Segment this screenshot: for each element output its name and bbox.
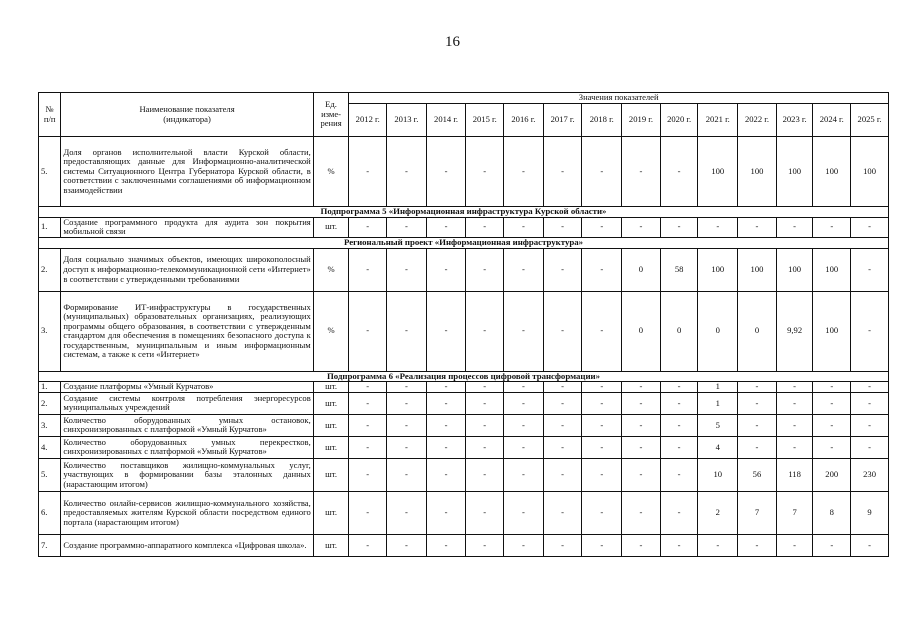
value-cell: - xyxy=(349,217,387,237)
value-cell: - xyxy=(543,248,582,291)
value-cell: - xyxy=(466,382,504,393)
value-cell: - xyxy=(582,491,622,534)
section-title: Подпрограмма 6 «Реализация процессов цифровой трансформации» xyxy=(39,371,889,382)
value-cell: - xyxy=(851,414,889,436)
value-cell: 7 xyxy=(776,491,813,534)
value-cell: 10 xyxy=(698,458,738,491)
value-cell: 100 xyxy=(698,248,738,291)
value-cell: - xyxy=(387,291,427,371)
value-cell: 2 xyxy=(698,491,738,534)
value-cell: - xyxy=(349,248,387,291)
value-cell: - xyxy=(582,291,622,371)
value-cell: 4 xyxy=(698,436,738,458)
value-cell: - xyxy=(387,382,427,393)
value-cell: - xyxy=(813,436,851,458)
value-cell: - xyxy=(426,491,466,534)
value-cell: - xyxy=(543,137,582,207)
unit-cell: % xyxy=(313,291,349,371)
value-cell: 100 xyxy=(698,137,738,207)
value-cell: - xyxy=(582,534,622,556)
value-cell: - xyxy=(466,392,504,414)
value-cell: - xyxy=(582,414,622,436)
value-cell: - xyxy=(466,414,504,436)
row-number: 6. xyxy=(39,491,61,534)
value-cell: - xyxy=(776,534,813,556)
value-cell: - xyxy=(387,137,427,207)
table-row xyxy=(39,248,889,291)
year-header: 2017 г. xyxy=(543,104,582,137)
value-cell: 1 xyxy=(698,382,738,393)
indicator-name: Создание программно-аппаратного комплекса «Цифровая школа». xyxy=(61,534,313,556)
value-cell: - xyxy=(504,382,544,393)
section-header-row xyxy=(39,207,889,218)
table-row xyxy=(39,137,889,207)
value-cell: - xyxy=(738,392,777,414)
value-cell: - xyxy=(349,436,387,458)
value-cell: - xyxy=(543,392,582,414)
value-cell: - xyxy=(660,436,698,458)
value-cell: - xyxy=(622,137,661,207)
section-title: Региональный проект «Информационная инфраструктура» xyxy=(39,237,889,248)
value-cell: - xyxy=(582,137,622,207)
value-cell: - xyxy=(622,217,661,237)
value-cell: 230 xyxy=(851,458,889,491)
year-header: 2012 г. xyxy=(349,104,387,137)
unit-cell: % xyxy=(313,248,349,291)
value-cell: - xyxy=(466,217,504,237)
value-cell: 5 xyxy=(698,414,738,436)
indicators-table xyxy=(38,92,889,557)
year-header: 2022 г. xyxy=(738,104,777,137)
value-cell: - xyxy=(466,137,504,207)
year-header: 2021 г. xyxy=(698,104,738,137)
value-cell: - xyxy=(698,534,738,556)
indicator-name: Доля органов исполнительной власти Курской области, предоставляющих данные для Информационно-аналитической системы Ситуационного Центра Губернатора Курской области, в соответствии с заключенными соглашениями об информационном взаимодействии xyxy=(61,137,313,207)
value-cell: 0 xyxy=(660,291,698,371)
value-cell: - xyxy=(426,414,466,436)
header-name-label: Наименование показателя (индикатора) xyxy=(139,103,235,124)
value-cell: 0 xyxy=(622,291,661,371)
value-cell: - xyxy=(426,382,466,393)
value-cell: - xyxy=(582,248,622,291)
value-cell: - xyxy=(622,392,661,414)
value-cell: - xyxy=(738,414,777,436)
header-num xyxy=(39,93,61,137)
value-cell: - xyxy=(543,217,582,237)
row-number: 7. xyxy=(39,534,61,556)
value-cell: - xyxy=(582,436,622,458)
value-cell: - xyxy=(426,248,466,291)
value-cell: - xyxy=(504,137,544,207)
value-cell: - xyxy=(466,291,504,371)
value-cell: - xyxy=(387,414,427,436)
value-cell: - xyxy=(813,534,851,556)
indicator-name: Создание программного продукта для аудита зон покрытия мобильной связи xyxy=(61,217,313,237)
table-row xyxy=(39,534,889,556)
value-cell: 200 xyxy=(813,458,851,491)
table-row xyxy=(39,436,889,458)
value-cell: - xyxy=(387,458,427,491)
year-header: 2023 г. xyxy=(776,104,813,137)
value-cell: - xyxy=(349,534,387,556)
value-cell: - xyxy=(466,248,504,291)
row-number: 2. xyxy=(39,248,61,291)
value-cell: - xyxy=(813,217,851,237)
value-cell: - xyxy=(387,392,427,414)
value-cell: - xyxy=(776,414,813,436)
value-cell: - xyxy=(349,137,387,207)
value-cell: - xyxy=(426,436,466,458)
row-number: 1. xyxy=(39,217,61,237)
value-cell: - xyxy=(660,217,698,237)
indicator-name: Количество онлайн-сервисов жилищно-коммунального хозяйства, предоставляемых жителям Курской области посредством единого портала (нарастающим итогом) xyxy=(61,491,313,534)
value-cell: - xyxy=(660,137,698,207)
indicator-name: Количество оборудованных умных остановок, синхронизированных с платформой «Умный Курчатов» xyxy=(61,414,313,436)
value-cell: - xyxy=(851,291,889,371)
header-name xyxy=(61,93,313,137)
unit-cell: шт. xyxy=(313,458,349,491)
row-number: 5. xyxy=(39,458,61,491)
year-header: 2018 г. xyxy=(582,104,622,137)
value-cell: - xyxy=(622,382,661,393)
value-cell: - xyxy=(851,382,889,393)
year-header: 2014 г. xyxy=(426,104,466,137)
value-cell: - xyxy=(504,217,544,237)
table-row xyxy=(39,458,889,491)
value-cell: - xyxy=(660,534,698,556)
value-cell: - xyxy=(387,217,427,237)
value-cell: 9 xyxy=(851,491,889,534)
value-cell: - xyxy=(660,414,698,436)
row-number: 3. xyxy=(39,414,61,436)
section-header-row xyxy=(39,371,889,382)
value-cell: - xyxy=(504,414,544,436)
indicator-name: Количество поставщиков жилищно-коммунальных услуг, участвующих в формировании базы эталонных данных (нарастающим итогом) xyxy=(61,458,313,491)
table-row xyxy=(39,382,889,393)
row-number: 4. xyxy=(39,436,61,458)
header-unit-label: Ед. изме- рения xyxy=(320,99,342,129)
value-cell: 100 xyxy=(776,248,813,291)
value-cell: 0 xyxy=(698,291,738,371)
value-cell: 100 xyxy=(813,248,851,291)
value-cell: - xyxy=(387,248,427,291)
value-cell: - xyxy=(851,392,889,414)
indicator-name: Формирование ИТ-инфраструктуры в государственных (муниципальных) образовательных организациях, реализующих программы общего образования, в соответствии с утвержденным стандартом для обеспечения в помещениях безопасного доступа к государственным, муниципальным и иным информационным системам, а также к сети «Интернет» xyxy=(61,291,313,371)
unit-cell: шт. xyxy=(313,491,349,534)
value-cell: - xyxy=(543,291,582,371)
value-cell: - xyxy=(622,436,661,458)
value-cell: - xyxy=(543,491,582,534)
table-row xyxy=(39,291,889,371)
value-cell: - xyxy=(622,534,661,556)
unit-cell: шт. xyxy=(313,534,349,556)
year-header: 2024 г. xyxy=(813,104,851,137)
value-cell: - xyxy=(504,534,544,556)
value-cell: - xyxy=(582,392,622,414)
table-body xyxy=(39,137,889,557)
value-cell: - xyxy=(813,414,851,436)
value-cell: 58 xyxy=(660,248,698,291)
value-cell: - xyxy=(660,392,698,414)
value-cell: - xyxy=(466,458,504,491)
unit-cell: шт. xyxy=(313,382,349,393)
value-cell: - xyxy=(504,291,544,371)
year-header: 2016 г. xyxy=(504,104,544,137)
value-cell: 100 xyxy=(738,248,777,291)
value-cell: 0 xyxy=(738,291,777,371)
value-cell: - xyxy=(426,392,466,414)
value-cell: - xyxy=(660,491,698,534)
table-row xyxy=(39,392,889,414)
value-cell: - xyxy=(426,534,466,556)
value-cell: 100 xyxy=(738,137,777,207)
value-cell: - xyxy=(738,436,777,458)
row-number: 3. xyxy=(39,291,61,371)
value-cell: 100 xyxy=(851,137,889,207)
value-cell: - xyxy=(387,534,427,556)
value-cell: - xyxy=(776,436,813,458)
unit-cell: % xyxy=(313,137,349,207)
value-cell: - xyxy=(349,414,387,436)
value-cell: - xyxy=(387,491,427,534)
value-cell: - xyxy=(738,217,777,237)
unit-cell: шт. xyxy=(313,217,349,237)
year-header: 2015 г. xyxy=(466,104,504,137)
value-cell: - xyxy=(349,458,387,491)
section-title: Подпрограмма 5 «Информационная инфраструктура Курской области» xyxy=(39,207,889,218)
value-cell: - xyxy=(622,458,661,491)
indicator-name: Создание платформы «Умный Курчатов» xyxy=(61,382,313,393)
year-header: 2013 г. xyxy=(387,104,427,137)
table-row xyxy=(39,414,889,436)
value-cell: - xyxy=(504,392,544,414)
value-cell: - xyxy=(387,436,427,458)
page-number: 16 xyxy=(445,34,460,50)
value-cell: - xyxy=(776,217,813,237)
value-cell: - xyxy=(466,436,504,458)
value-cell: - xyxy=(543,382,582,393)
row-number: 1. xyxy=(39,382,61,393)
value-cell: 100 xyxy=(813,137,851,207)
table-row xyxy=(39,491,889,534)
value-cell: - xyxy=(851,248,889,291)
value-cell: - xyxy=(543,458,582,491)
value-cell: - xyxy=(738,534,777,556)
indicator-name: Создание системы контроля потребления энергоресурсов муниципальных учреждений xyxy=(61,392,313,414)
table-row xyxy=(39,217,889,237)
value-cell: - xyxy=(622,491,661,534)
value-cell: - xyxy=(426,217,466,237)
value-cell: 118 xyxy=(776,458,813,491)
unit-cell: шт. xyxy=(313,392,349,414)
year-header: 2019 г. xyxy=(622,104,661,137)
value-cell: - xyxy=(504,248,544,291)
value-cell: - xyxy=(426,458,466,491)
row-number: 2. xyxy=(39,392,61,414)
value-cell: 100 xyxy=(813,291,851,371)
unit-cell: шт. xyxy=(313,414,349,436)
value-cell: - xyxy=(504,436,544,458)
value-cell: - xyxy=(813,392,851,414)
value-cell: 7 xyxy=(738,491,777,534)
value-cell: - xyxy=(349,382,387,393)
value-cell: - xyxy=(698,217,738,237)
value-cell: - xyxy=(426,137,466,207)
value-cell: - xyxy=(504,458,544,491)
value-cell: - xyxy=(582,217,622,237)
unit-cell: шт. xyxy=(313,436,349,458)
value-cell: - xyxy=(349,491,387,534)
value-cell: - xyxy=(738,382,777,393)
value-cell: - xyxy=(504,491,544,534)
indicator-name: Доля социально значимых объектов, имеющих широкополосный доступ к информационно-телекоммуникационной сети «Интернет» в соответствии с утвержденными требованиями xyxy=(61,248,313,291)
value-cell: - xyxy=(582,458,622,491)
value-cell: - xyxy=(582,382,622,393)
value-cell: 100 xyxy=(776,137,813,207)
value-cell: - xyxy=(349,291,387,371)
row-number: 5. xyxy=(39,137,61,207)
value-cell: - xyxy=(660,458,698,491)
value-cell: - xyxy=(466,534,504,556)
indicator-name: Количество оборудованных умных перекрестков, синхронизированных с платформой «Умный Курчатов» xyxy=(61,436,313,458)
value-cell: - xyxy=(660,382,698,393)
value-cell: - xyxy=(813,382,851,393)
value-cell: - xyxy=(426,291,466,371)
value-cell: 9,92 xyxy=(776,291,813,371)
value-cell: - xyxy=(851,534,889,556)
value-cell: 56 xyxy=(738,458,777,491)
value-cell: 0 xyxy=(622,248,661,291)
value-cell: - xyxy=(349,392,387,414)
section-header-row xyxy=(39,237,889,248)
year-header: 2020 г. xyxy=(660,104,698,137)
value-cell: - xyxy=(851,217,889,237)
value-cell: 1 xyxy=(698,392,738,414)
value-cell: - xyxy=(622,414,661,436)
value-cell: - xyxy=(543,414,582,436)
year-header: 2025 г. xyxy=(851,104,889,137)
value-cell: - xyxy=(776,382,813,393)
value-cell: - xyxy=(543,436,582,458)
value-cell: - xyxy=(466,491,504,534)
value-cell: - xyxy=(543,534,582,556)
header-num-label: № п/п xyxy=(43,103,56,124)
value-cell: - xyxy=(851,436,889,458)
header-unit xyxy=(313,93,349,137)
value-cell: 8 xyxy=(813,491,851,534)
value-cell: - xyxy=(776,392,813,414)
header-values: Значения показателей xyxy=(349,93,889,104)
